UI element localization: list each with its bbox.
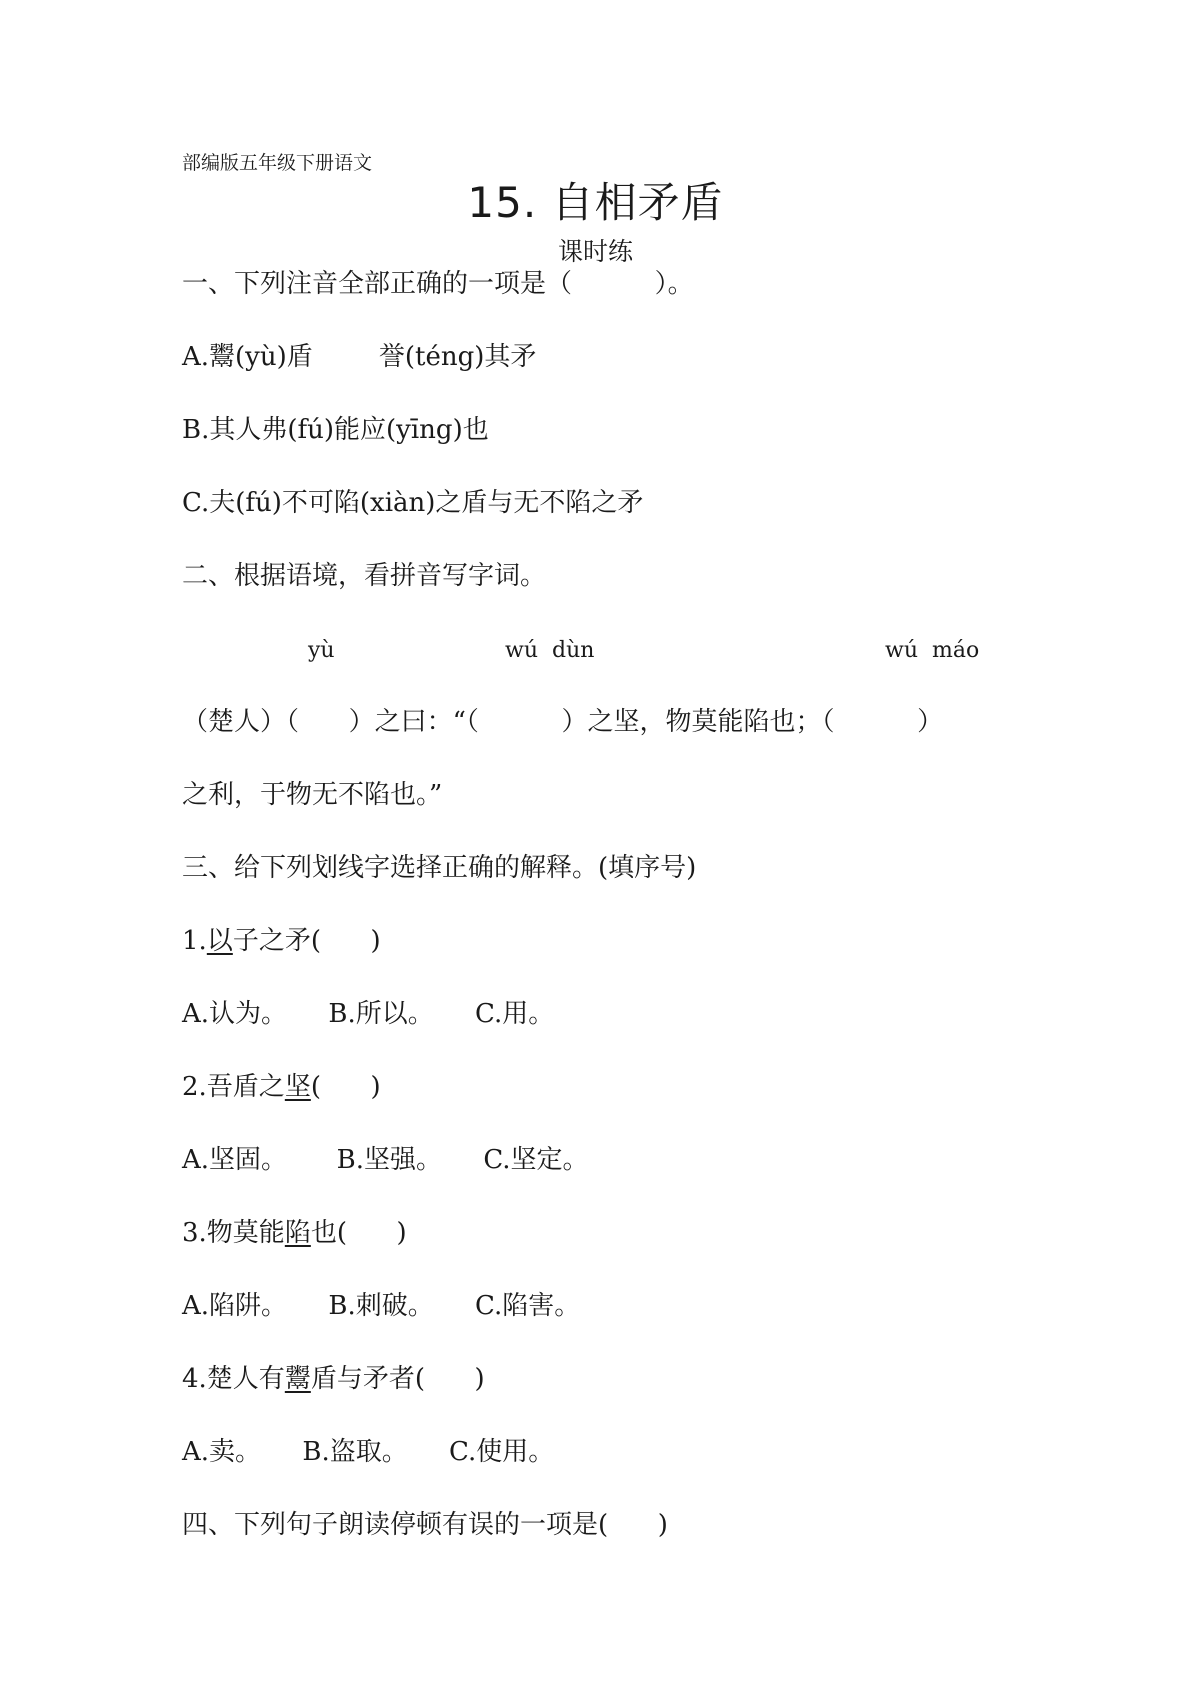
section3-question-4 [182,1363,485,1395]
question-suffix: 盾与矛者( ) [310,1364,485,1394]
section3-options-4: A.卖。 B.盗取。 C.使用。 [182,1437,555,1467]
question-prefix: 3.物莫能 [182,1218,285,1248]
pinyin-1: yù [308,638,335,663]
section3-options-2: A.坚固。 B.坚强。 C.坚定。 [182,1145,589,1175]
section2-sentence-line2: 之利，于物无不陷也。” [182,780,443,810]
section3-question-3 [182,1217,407,1249]
question-suffix: 也( ) [310,1218,407,1248]
section4-heading: 四、下列句子朗读停顿有误的一项是( ) [182,1510,668,1540]
section3-question-1 [182,925,381,957]
underlined-character: 鬻 [284,1364,311,1394]
section2-heading: 二、根据语境，看拼音写字词。 [182,561,547,591]
question-prefix: 2.吾盾之 [182,1072,285,1102]
page-title: 15. 自相矛盾 [467,178,724,227]
question-prefix: 4.楚人有 [182,1364,285,1394]
section1-option-c: C.夫(fú)不可陷(xiàn)之盾与无不陷之矛 [182,488,644,518]
section1-option-b: B.其人弗(fú)能应(yīng)也 [182,415,489,445]
section1-option-a: A.鬻(yù)盾 誉(téng)其矛 [182,342,537,372]
underlined-character: 坚 [284,1072,311,1102]
underlined-character: 以 [206,926,233,956]
underlined-character: 陷 [284,1218,311,1248]
question-suffix: ( ) [310,1072,381,1102]
section1-heading: 一、下列注音全部正确的一项是（ ）。 [182,269,694,299]
question-prefix: 1. [182,926,207,956]
section3-heading: 三、给下列划线字选择正确的解释。(填序号) [182,853,697,883]
pinyin-3: wú máo [885,638,980,663]
section3-options-3: A.陷阱。 B.刺破。 C.陷害。 [182,1291,581,1321]
pinyin-2: wú dùn [505,638,595,663]
subject-label: 部编版五年级下册语文 [182,152,373,174]
section3-question-2 [182,1071,381,1103]
question-suffix: 子之矛( ) [232,926,381,956]
section3-options-1: A.认为。 B.所以。 C.用。 [182,999,555,1029]
page-subtitle: 课时练 [557,237,633,266]
section2-sentence-line1: （楚人）（ ）之曰：“（ ）之坚，物莫能陷也；（ ） [182,707,944,737]
